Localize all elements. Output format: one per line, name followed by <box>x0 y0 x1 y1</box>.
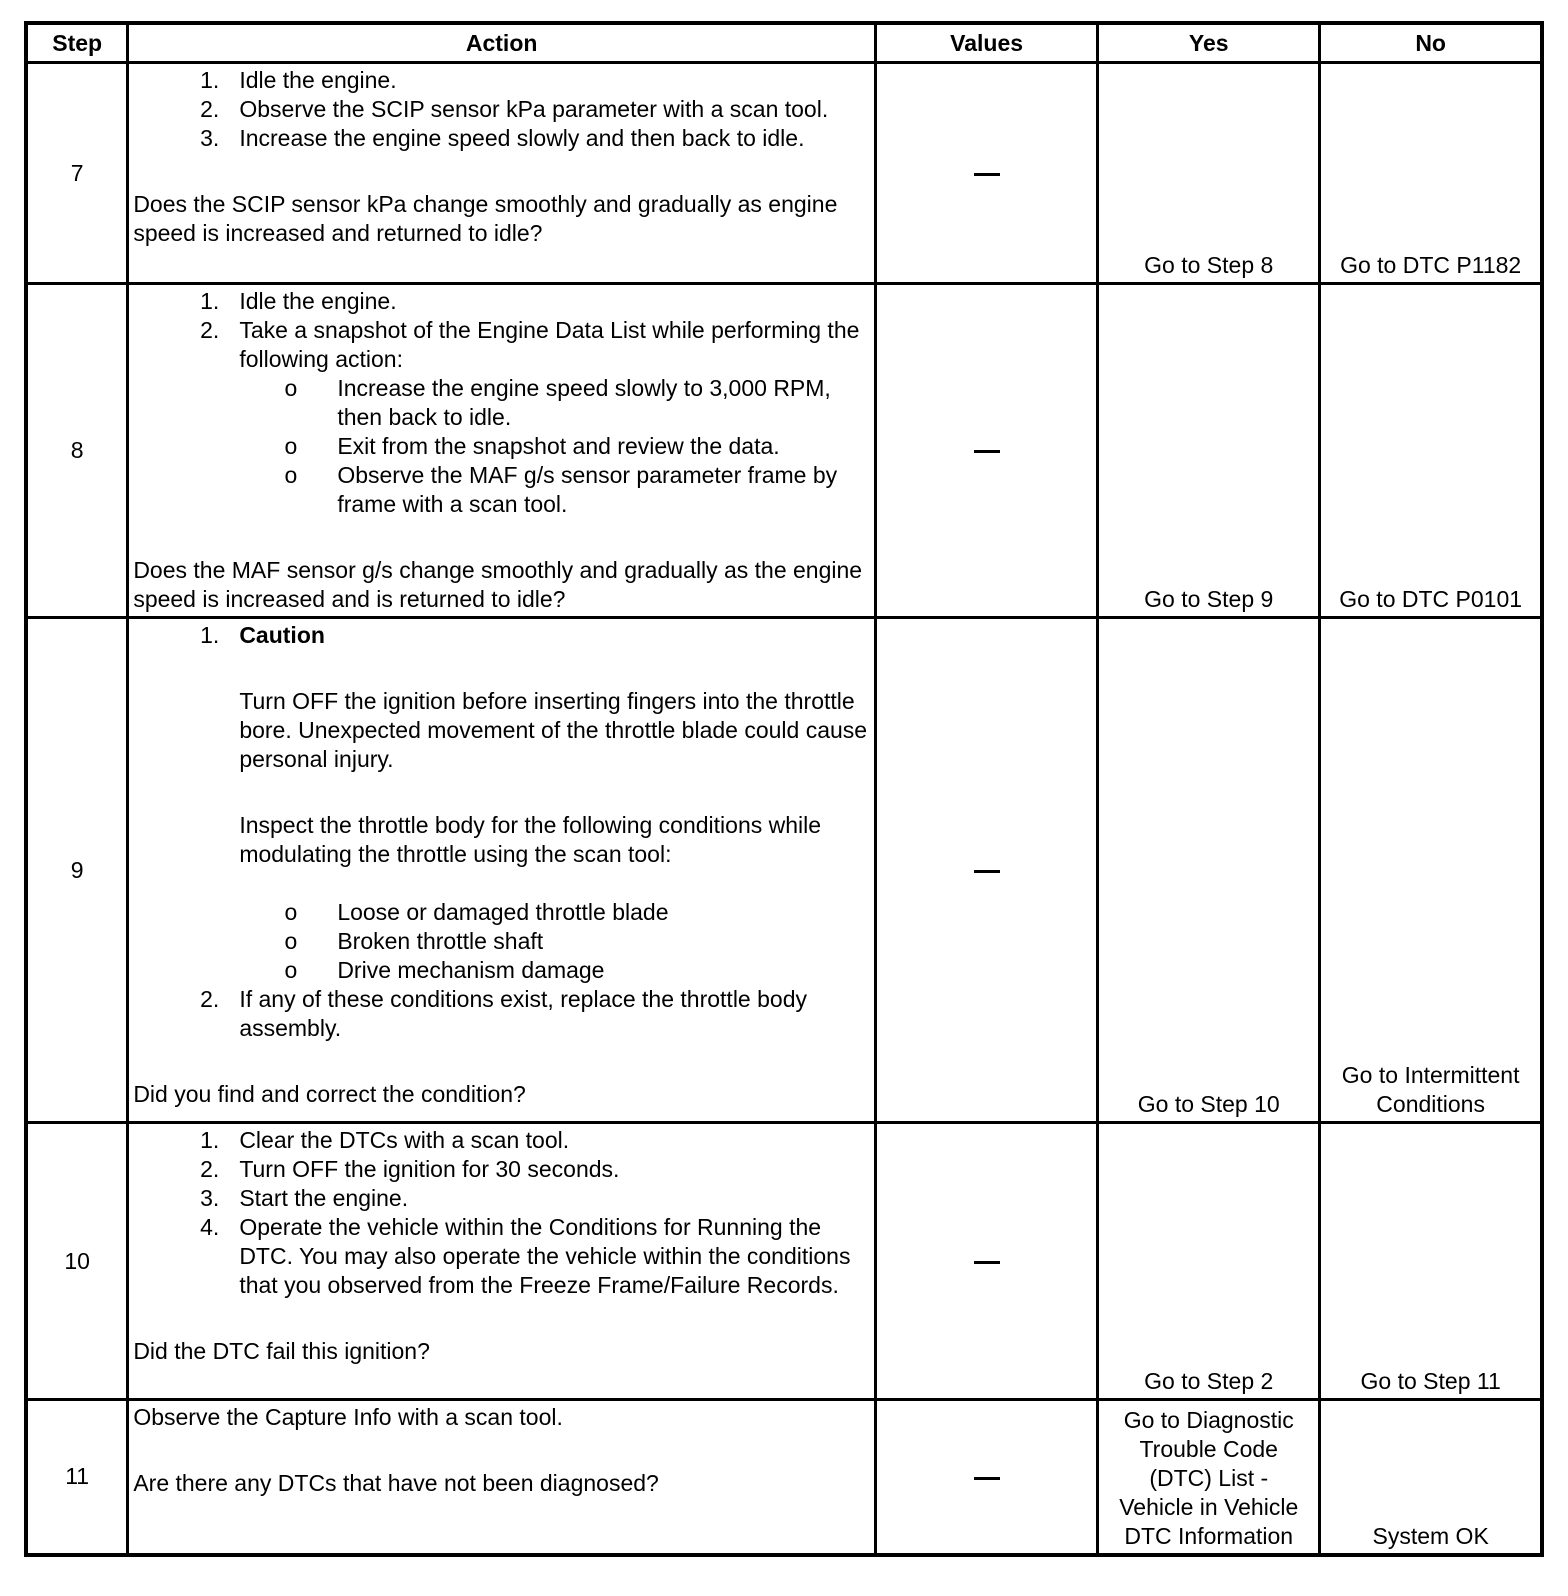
values-cell <box>876 1123 1098 1400</box>
values-cell <box>876 618 1098 1123</box>
sub-list-item: o Broken throttle shaft <box>284 928 544 954</box>
action-cell <box>128 618 876 1123</box>
action-cell <box>128 1400 876 1555</box>
values-cell <box>876 1400 1098 1555</box>
step-number: 7 <box>26 63 128 284</box>
yes-cell: Go to Step 10 <box>1098 618 1320 1123</box>
list-item: 2. Take a snapshot of the Engine Data List while performing the following action: <box>200 317 860 372</box>
step-number: 11 <box>26 1400 128 1555</box>
header-yes: Yes <box>1098 23 1320 63</box>
step-number: 9 <box>26 618 128 1123</box>
list-item: 3. Start the engine. <box>200 1185 409 1211</box>
dash-mark <box>974 1477 1000 1480</box>
yes-cell: Go to Step 8 <box>1098 63 1320 284</box>
list-item: 1. Caution <box>133 621 870 650</box>
caution-title: Caution <box>239 622 325 648</box>
action-cell <box>128 1123 876 1400</box>
diagnostic-table-container <box>24 21 1544 1557</box>
header-action: Action <box>128 23 876 63</box>
table-row <box>26 1400 1542 1555</box>
list-item: 2. If any of these conditions exist, replace the throttle body assembly. <box>200 986 807 1041</box>
inspect-text: Inspect the throttle body for the following conditions while modulating the throttle using the scan tool: <box>239 812 822 867</box>
sub-list-item: o Loose or damaged throttle blade <box>284 899 669 925</box>
question-text: Does the MAF sensor g/s change smoothly and gradually as the engine speed is increased and is returned to idle? <box>133 557 863 612</box>
yes-cell: Go to Step 9 <box>1098 284 1320 618</box>
header-no: No <box>1320 23 1542 63</box>
no-cell: Go to DTC P1182 <box>1320 63 1542 284</box>
table-row <box>26 63 1542 284</box>
sub-list-item: o Exit from the snapshot and review the data. <box>284 433 780 459</box>
caution-text: Turn OFF the ignition before inserting fingers into the throttle bore. Unexpected movement of the throttle blade could cause personal injury. <box>239 688 868 772</box>
table-row <box>26 1123 1542 1400</box>
dash-mark <box>974 1261 1000 1264</box>
action-cell <box>128 284 876 618</box>
yes-cell: Go to Diagnostic Trouble Code (DTC) List - Vehicle in Vehicle DTC Information <box>1098 1400 1320 1555</box>
action-cell <box>128 63 876 284</box>
sub-list-item: o Observe the MAF g/s sensor parameter frame by frame with a scan tool. <box>284 462 838 517</box>
header-step: Step <box>26 23 128 63</box>
no-cell: Go to Step 11 <box>1320 1123 1542 1400</box>
values-cell <box>876 284 1098 618</box>
table-row <box>26 618 1542 1123</box>
values-cell <box>876 63 1098 284</box>
header-values: Values <box>876 23 1098 63</box>
list-item: 1. Idle the engine. <box>200 67 397 93</box>
yes-cell: Go to Step 2 <box>1098 1123 1320 1400</box>
question-text: Are there any DTCs that have not been diagnosed? <box>133 1470 659 1496</box>
question-text: Does the SCIP sensor kPa change smoothly and gradually as engine speed is increased and returned to idle? <box>133 191 838 246</box>
dash-mark <box>974 450 1000 453</box>
list-item: 2. Turn OFF the ignition for 30 seconds. <box>200 1156 620 1182</box>
step-number: 8 <box>26 284 128 618</box>
sub-list-item: o Increase the engine speed slowly to 3,000 RPM, then back to idle. <box>284 375 831 430</box>
action-text: Observe the Capture Info with a scan tool. <box>133 1404 563 1430</box>
dash-mark <box>974 870 1000 873</box>
dash-mark <box>974 173 1000 176</box>
list-item: 2. Observe the SCIP sensor kPa parameter with a scan tool. <box>200 96 829 122</box>
sub-list-item: o Drive mechanism damage <box>284 957 605 983</box>
table-row <box>26 284 1542 618</box>
diagnostic-table <box>24 21 1544 1557</box>
list-item: 4. Operate the vehicle within the Conditions for Running the DTC. You may also operate the vehicle within the conditions that you observed from the Freeze Frame/Failure Records. <box>200 1214 851 1298</box>
header-row <box>26 23 1542 63</box>
step-number: 10 <box>26 1123 128 1400</box>
question-text: Did the DTC fail this ignition? <box>133 1338 430 1364</box>
list-item: 3. Increase the engine speed slowly and then back to idle. <box>200 125 805 151</box>
no-cell: System OK <box>1320 1400 1542 1555</box>
list-item: 1. Idle the engine. <box>200 288 397 314</box>
no-cell: Go to Intermittent Conditions <box>1320 618 1542 1123</box>
list-item: 1. Clear the DTCs with a scan tool. <box>200 1127 570 1153</box>
question-text: Did you find and correct the condition? <box>133 1081 526 1107</box>
no-cell: Go to DTC P0101 <box>1320 284 1542 618</box>
